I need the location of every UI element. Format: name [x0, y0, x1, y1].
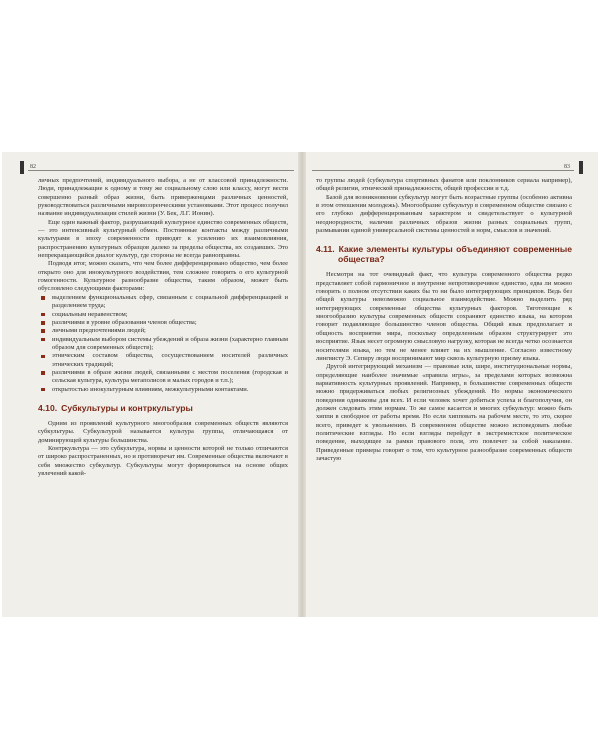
- header-rule: [28, 170, 294, 171]
- book-gutter: [298, 152, 306, 617]
- header-rule: [312, 170, 574, 171]
- page-number: 82: [30, 164, 36, 170]
- list-item: этническим составом общества, сосуществованием носителей различных этнических традиций;: [52, 352, 288, 368]
- section-heading: [316, 244, 572, 264]
- section-title: Субкультуры и контркультуры: [61, 402, 193, 413]
- page-edge-marker: [20, 161, 24, 174]
- paragraph: Еще один важный фактор, разрушающий культурное единство современных обществ, — это интенсивный культурный обмен. Постоянные контакты между различными культурами в эпоху современности приводят к усилению их взаимовлияния, распространению культурных образцов далеко за пределы общества, их создавших. Это непрекращающийся диалог культур, где стороны не всегда равноправны.: [38, 218, 288, 260]
- section-number: 4.11.: [316, 244, 335, 255]
- list-item: индивидуальным выбором системы убеждений и образа жизни (характерно главным образом для современных обществ);: [52, 335, 288, 351]
- paragraph: Одним из проявлений культурного многообразия современных обществ являются субкультуры. Субкультурой называется культура группы, отличающаяся от доминирующей культуры большинства.: [38, 419, 288, 444]
- list-item: различиями в уровне образования членов общества;: [52, 319, 288, 327]
- list-item: социальным неравенством;: [52, 311, 288, 319]
- list-item: различиями в образе жизни людей, связанными с местом поселения (городская и сельская культура, культура мегаполисов и малых городов и т.п.);: [52, 368, 288, 385]
- factor-list: [38, 294, 288, 394]
- list-item: личными предпочтениями людей;: [52, 327, 288, 335]
- left-page-text: [38, 177, 288, 617]
- left-page: [12, 152, 294, 617]
- book-spread: [2, 152, 598, 617]
- list-item: выделением функциональных сфер, связанным с социальной дифференциацией и разделением труда;: [52, 293, 288, 310]
- paragraph: Подводя итог, можно сказать, что чем более дифференцировано общество, чем более открыто оно для инокультурного воздействия, тем сложнее говорить о его культурной гомогенности. Культурное разнообразие общества, таким образом, может быть обусловлено следующими факторами:: [38, 260, 288, 293]
- paragraph: Несмотря на тот очевидный факт, что культура современного общества редко представляет собой гармоничное и внутренне непротиворечивое единство, едва ли можно говорить о полном отсутствии каких бы то ни было интегрирующих принципов. Ведь без общей культуры невозможно социальное взаимодействие. Можно выделить ряд интегрирующих современные общества культурных факторов. Тяготеющие к многообразию культуры современных обществ сохраняют единство языка, на котором говорит подавляющее большинство членов общества. Общий язык предполагает и общность восприятия мира, поскольку определенным образом структурирует это восприятие. Язык несет огромную смысловую нагрузку, которая не всегда четко осознается носителями языка, но тем не менее влияет на их мышление. Согласно известному лингвисту Э. Сепиру люди воспринимают мир сквозь культурную призму языка.: [316, 271, 572, 362]
- paragraph: Контркультура — это субкультура, нормы и ценности которой не только отличаются от широко распространенных, но и противоречат им. Современные общества включают в себя множество субкультур. Субкультуры могут формироваться на основе общих увлечений какой-: [38, 444, 288, 477]
- list-item: открытостью инокультурным влияниям, межкультурными контактами.: [52, 386, 288, 394]
- section-number: 4.10.: [38, 402, 58, 413]
- section-title: Какие элементы культуры объединяют современные общества?: [338, 244, 572, 265]
- right-page: [312, 152, 592, 617]
- paragraph: личных предпочтений, индивидуального выбора, а не от классовой принадлежности. Люди, принадлежащие к одному и тому же социальному слою или классу, могут вести совершенно разный образ жизни, быть приверженцами различных ценностей, руководствоваться различными мировоззренческими установками. Этот процесс получил название индивидуализации стилей жизни (У. Бек, Л.Г. Ионин).: [38, 177, 288, 218]
- right-page-text: [316, 177, 572, 617]
- section-heading: [38, 403, 288, 413]
- page-edge-marker: [579, 161, 583, 174]
- paragraph: то группы людей (субкультура спортивных фанатов или поклонников сериала например), общей религии, этнической принадлежности, общей профессии и т.д.: [316, 177, 572, 193]
- paragraph: Другой интегрирующий механизм — правовые или, шире, институциональные нормы, определяющие наиболее значимые «правила игры», за пределами которых возможна вариативность культурных проявлений. Например, в большинстве современных обществ можно придерживаться любых религиозных убеждений. Но нормы экономического поведения одинаковы для всех. И если человек хочет добиться успеха и благополучия, он должен следовать этим нормам. То же самое касается и многих субкультур: можно быть хиппи в свободное от работы время. Но если хипповать на рабочем месте, то это, скорее всего, приведет к увольнению. В современном обществе можно исповедовать любые политические взгляды. Но если взгляды перейдут в экстремистское политическое поведение, выходящее за рамки правового поля, это повлечет за собой наказание. Приведенные примеры говорят о том, что культурное разнообразие современных обществ зачастую: [316, 363, 572, 462]
- page-number: 83: [564, 164, 570, 170]
- paragraph: Базой для возникновения субкультур могут быть возрастные группы (особенно активна в этом отношении молодежь). Многообразие субкультур в современном обществе связано с его глубоко дифференцированным характером и свидетельствует о культурной неоднородности, наличии различных образов жизни разных социальных групп, размывании единой универсальной системы ценностей и норм, смыслов и значений.: [316, 193, 572, 235]
